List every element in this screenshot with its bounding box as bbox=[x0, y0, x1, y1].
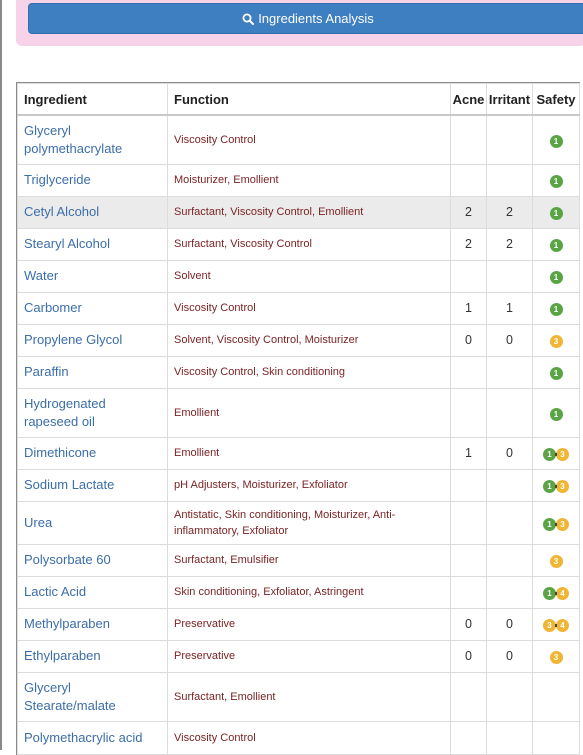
safety-rating[interactable] bbox=[533, 437, 580, 469]
acne-rating bbox=[451, 164, 487, 196]
ingredient-function: Emollient bbox=[168, 437, 451, 469]
safety-score-dot: 1 bbox=[543, 448, 556, 461]
irritant-rating bbox=[487, 672, 533, 721]
safety-rating[interactable] bbox=[533, 544, 580, 576]
safety-score-dot: 1 bbox=[543, 587, 556, 600]
irritant-rating bbox=[487, 501, 533, 544]
ingredient-function: Viscosity Control bbox=[168, 115, 451, 164]
ingredient-function: Antistatic, Skin conditioning, Moisturizer, Anti-inflammatory, Exfoliator bbox=[168, 501, 451, 544]
safety-range-dash bbox=[555, 624, 557, 627]
table-row bbox=[18, 228, 580, 260]
ingredient-function: pH Adjusters, Moisturizer, Exfoliator bbox=[168, 469, 451, 501]
ingredient-function: Surfactant, Emollient bbox=[168, 672, 451, 721]
safety-badge bbox=[543, 619, 569, 632]
ingredient-function: Surfactant, Viscosity Control bbox=[168, 228, 451, 260]
safety-rating[interactable] bbox=[533, 164, 580, 196]
table-row bbox=[18, 469, 580, 501]
ingredient-link[interactable]: Polymethacrylic acid bbox=[18, 721, 168, 754]
ingredient-function: Surfactant, Viscosity Control, Emollient bbox=[168, 196, 451, 228]
column-header-function[interactable]: Function bbox=[168, 84, 451, 116]
ingredient-function: Solvent bbox=[168, 260, 451, 292]
table-row bbox=[18, 576, 580, 608]
ingredients-table bbox=[17, 83, 580, 755]
acne-rating bbox=[451, 356, 487, 388]
safety-score-dot: 1 bbox=[550, 303, 563, 316]
acne-rating: 1 bbox=[451, 292, 487, 324]
safety-badge bbox=[550, 175, 563, 188]
ingredients-analysis-button[interactable] bbox=[28, 3, 583, 34]
safety-badge bbox=[550, 408, 563, 421]
ingredient-function: Viscosity Control bbox=[168, 721, 451, 754]
ingredient-link[interactable]: Urea bbox=[18, 501, 168, 544]
safety-score-dot: 3 bbox=[550, 651, 563, 664]
safety-score-dot: 3 bbox=[556, 518, 569, 531]
acne-rating bbox=[451, 544, 487, 576]
ingredient-function: Surfactant, Emulsifier bbox=[168, 544, 451, 576]
table-row bbox=[18, 608, 580, 640]
safety-rating[interactable] bbox=[533, 576, 580, 608]
safety-range-dash bbox=[555, 523, 557, 526]
safety-score-dot: 1 bbox=[550, 207, 563, 220]
ingredient-link[interactable]: Methylparaben bbox=[18, 608, 168, 640]
irritant-rating bbox=[487, 469, 533, 501]
ingredient-link[interactable]: Sodium Lactate bbox=[18, 469, 168, 501]
irritant-rating: 1 bbox=[487, 292, 533, 324]
safety-score-dot: 3 bbox=[543, 619, 556, 632]
acne-rating bbox=[451, 260, 487, 292]
table-row bbox=[18, 672, 580, 721]
irritant-rating bbox=[487, 721, 533, 754]
safety-score-dot: 1 bbox=[550, 239, 563, 252]
safety-rating[interactable] bbox=[533, 260, 580, 292]
ingredient-function: Emollient bbox=[168, 388, 451, 437]
acne-rating: 2 bbox=[451, 196, 487, 228]
ingredient-function: Moisturizer, Emollient bbox=[168, 164, 451, 196]
safety-rating[interactable] bbox=[533, 324, 580, 356]
column-header-ingredient[interactable]: Ingredient bbox=[18, 84, 168, 116]
acne-rating: 0 bbox=[451, 324, 487, 356]
irritant-rating: 0 bbox=[487, 437, 533, 469]
table-row bbox=[18, 640, 580, 672]
safety-rating[interactable] bbox=[533, 388, 580, 437]
column-header-irritant[interactable]: Irritant bbox=[487, 84, 533, 116]
safety-score-dot: 1 bbox=[543, 518, 556, 531]
ingredient-link[interactable]: Paraffin bbox=[18, 356, 168, 388]
acne-rating bbox=[451, 388, 487, 437]
safety-score-dot: 1 bbox=[550, 135, 563, 148]
acne-rating bbox=[451, 469, 487, 501]
acne-rating bbox=[451, 576, 487, 608]
irritant-rating bbox=[487, 544, 533, 576]
table-body bbox=[18, 115, 580, 754]
irritant-rating bbox=[487, 388, 533, 437]
irritant-rating: 0 bbox=[487, 608, 533, 640]
irritant-rating bbox=[487, 164, 533, 196]
column-header-safety[interactable]: Safety bbox=[533, 84, 580, 116]
safety-rating[interactable] bbox=[533, 608, 580, 640]
ingredient-link[interactable]: Ethylparaben bbox=[18, 640, 168, 672]
safety-rating[interactable] bbox=[533, 228, 580, 260]
safety-score-dot: 3 bbox=[556, 448, 569, 461]
safety-rating[interactable] bbox=[533, 292, 580, 324]
safety-rating[interactable] bbox=[533, 721, 580, 754]
irritant-rating: 0 bbox=[487, 640, 533, 672]
irritant-rating: 2 bbox=[487, 196, 533, 228]
ingredient-link[interactable]: Carbomer bbox=[18, 292, 168, 324]
ingredient-link[interactable]: Hydrogenated rapeseed oil bbox=[18, 388, 168, 437]
acne-rating bbox=[451, 115, 487, 164]
ingredient-link[interactable]: Triglyceride bbox=[18, 164, 168, 196]
ingredient-link[interactable]: Water bbox=[18, 260, 168, 292]
safety-badge bbox=[550, 239, 563, 252]
irritant-rating: 0 bbox=[487, 324, 533, 356]
ingredient-link[interactable]: Stearyl Alcohol bbox=[18, 228, 168, 260]
irritant-rating bbox=[487, 115, 533, 164]
safety-rating[interactable] bbox=[533, 356, 580, 388]
table-row bbox=[18, 388, 580, 437]
safety-score-dot: 1 bbox=[550, 175, 563, 188]
safety-badge bbox=[550, 555, 563, 568]
acne-rating: 0 bbox=[451, 640, 487, 672]
acne-rating: 1 bbox=[451, 437, 487, 469]
ingredient-link[interactable]: Glyceryl Stearate/malate bbox=[18, 672, 168, 721]
acne-rating: 0 bbox=[451, 608, 487, 640]
safety-score-dot: 4 bbox=[556, 587, 569, 600]
safety-rating[interactable] bbox=[533, 501, 580, 544]
safety-score-dot: 3 bbox=[550, 335, 563, 348]
safety-badge bbox=[550, 135, 563, 148]
table-row bbox=[18, 721, 580, 754]
safety-score-dot: 1 bbox=[550, 271, 563, 284]
search-icon bbox=[242, 13, 254, 25]
safety-range-dash bbox=[555, 592, 557, 595]
table-row bbox=[18, 356, 580, 388]
irritant-rating bbox=[487, 576, 533, 608]
acne-rating: 2 bbox=[451, 228, 487, 260]
table-row bbox=[18, 544, 580, 576]
safety-badge bbox=[550, 303, 563, 316]
safety-score-dot: 4 bbox=[556, 619, 569, 632]
safety-score-dot: 1 bbox=[550, 408, 563, 421]
ingredient-link[interactable]: Glyceryl polymethacrylate bbox=[18, 115, 168, 164]
table-row bbox=[18, 115, 580, 164]
safety-rating[interactable] bbox=[533, 115, 580, 164]
acne-rating bbox=[451, 501, 487, 544]
safety-rating[interactable] bbox=[533, 640, 580, 672]
ingredient-link[interactable]: Propylene Glycol bbox=[18, 324, 168, 356]
safety-badge bbox=[543, 480, 569, 493]
ingredient-function: Solvent, Viscosity Control, Moisturizer bbox=[168, 324, 451, 356]
column-header-acne[interactable]: Acne bbox=[451, 84, 487, 116]
table-row bbox=[18, 164, 580, 196]
safety-badge bbox=[550, 207, 563, 220]
ingredient-function: Viscosity Control, Skin conditioning bbox=[168, 356, 451, 388]
safety-badge bbox=[543, 518, 569, 531]
ingredient-link[interactable]: Polysorbate 60 bbox=[18, 544, 168, 576]
safety-score-dot: 1 bbox=[543, 480, 556, 493]
safety-score-dot: 3 bbox=[550, 555, 563, 568]
safety-score-dot: 1 bbox=[550, 367, 563, 380]
safety-rating[interactable] bbox=[533, 469, 580, 501]
ingredient-function: Skin conditioning, Exfoliator, Astringent bbox=[168, 576, 451, 608]
table-row bbox=[18, 437, 580, 469]
table-row bbox=[18, 292, 580, 324]
safety-badge bbox=[550, 651, 563, 664]
irritant-rating: 2 bbox=[487, 228, 533, 260]
ingredient-function: Viscosity Control bbox=[168, 292, 451, 324]
left-border bbox=[0, 0, 2, 750]
table-row bbox=[18, 196, 580, 228]
acne-rating bbox=[451, 721, 487, 754]
ingredients-table-container bbox=[16, 82, 580, 755]
safety-rating[interactable] bbox=[533, 672, 580, 721]
irritant-rating bbox=[487, 260, 533, 292]
safety-badge bbox=[550, 367, 563, 380]
ingredient-link[interactable]: Dimethicone bbox=[18, 437, 168, 469]
irritant-rating bbox=[487, 356, 533, 388]
safety-badge bbox=[543, 587, 569, 600]
acne-rating bbox=[451, 672, 487, 721]
ingredient-function: Preservative bbox=[168, 640, 451, 672]
safety-rating[interactable] bbox=[533, 196, 580, 228]
ingredient-link[interactable]: Lactic Acid bbox=[18, 576, 168, 608]
table-row bbox=[18, 501, 580, 544]
safety-range-dash bbox=[555, 453, 557, 456]
table-header-row bbox=[18, 84, 580, 116]
table-row bbox=[18, 260, 580, 292]
safety-badge bbox=[550, 271, 563, 284]
safety-badge bbox=[550, 335, 563, 348]
safety-score-dot: 3 bbox=[556, 480, 569, 493]
safety-badge bbox=[543, 448, 569, 461]
ingredients-analysis-label: Ingredients Analysis bbox=[258, 11, 374, 26]
ingredient-function: Preservative bbox=[168, 608, 451, 640]
safety-range-dash bbox=[555, 485, 557, 488]
table-row bbox=[18, 324, 580, 356]
ingredient-link[interactable]: Cetyl Alcohol bbox=[18, 196, 168, 228]
